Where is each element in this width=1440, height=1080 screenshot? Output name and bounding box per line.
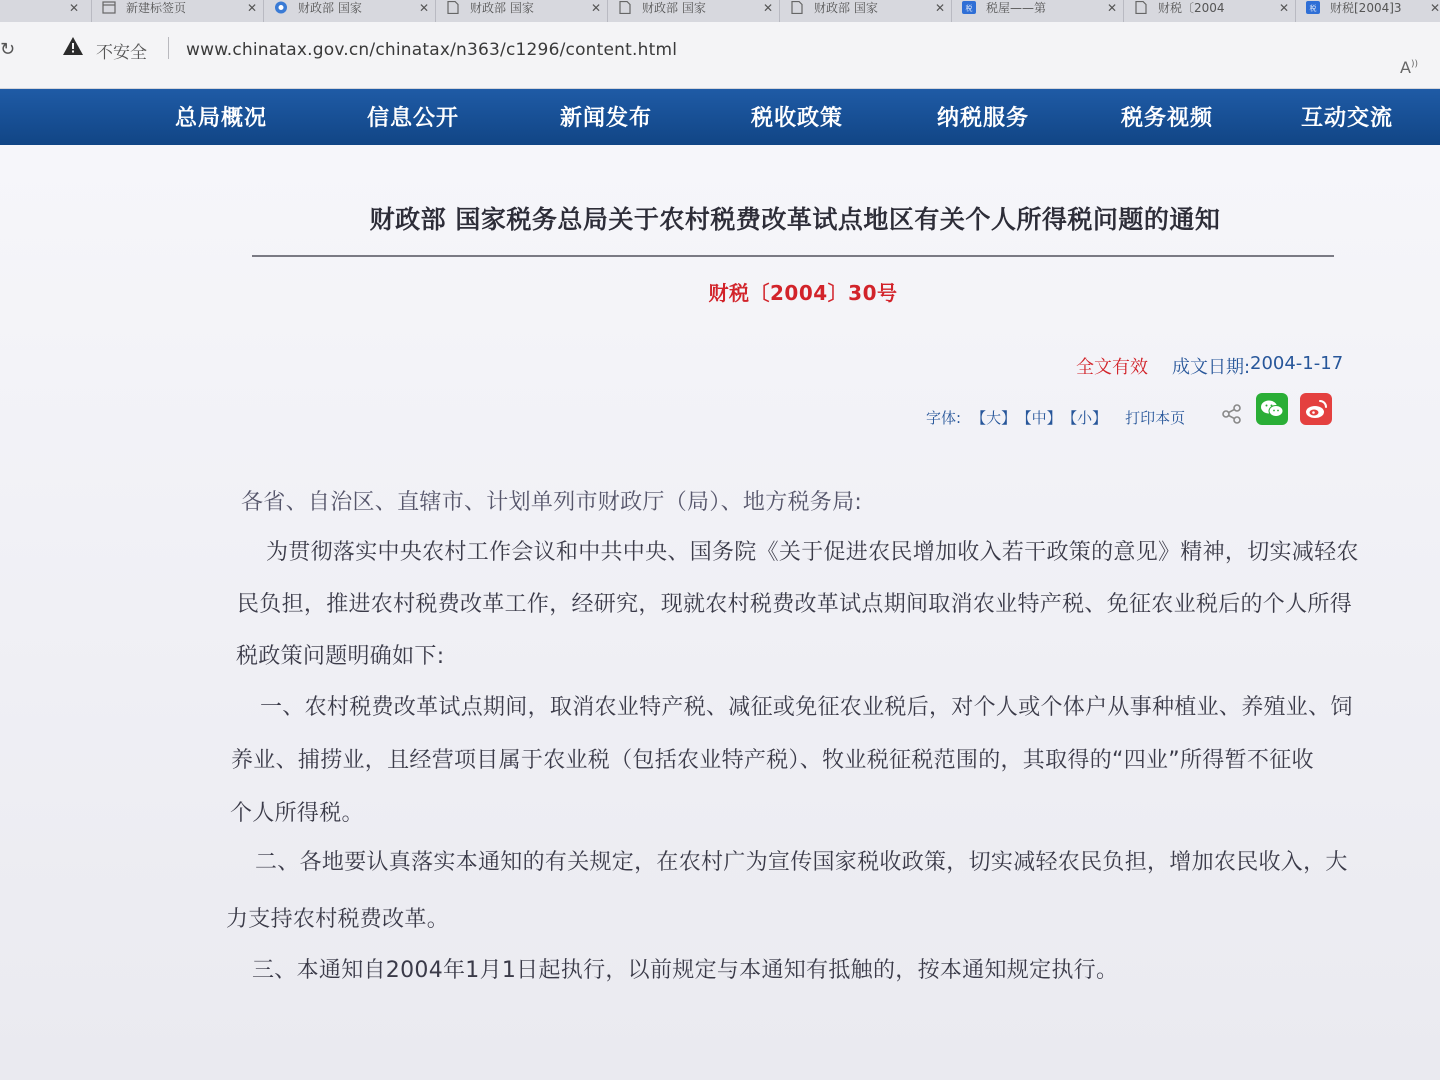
body-line: 养业、捕捞业，且经营项目属于农业税（包括农业特产税）、牧业税征税范围的，其取得的“四业”所得暂不征收 xyxy=(231,748,1314,773)
address-divider xyxy=(168,37,169,59)
shuiwu-favicon-icon xyxy=(962,1,976,14)
tab-label: 财政部 国家 xyxy=(642,1,706,15)
nav-item-service[interactable]: 纳税服务 xyxy=(937,106,1030,131)
tab-label: 财政部 国家 xyxy=(814,1,878,15)
wechat-icon xyxy=(1256,393,1288,425)
browser-tab[interactable] xyxy=(780,0,952,22)
read-aloud-icon[interactable]: A)) xyxy=(1400,58,1418,77)
article-tools xyxy=(926,407,1193,428)
print-button[interactable]: 打印本页 xyxy=(1125,409,1186,427)
page-title: 财政部 国家税务总局关于农村税费改革试点地区有关个人所得税问题的通知 xyxy=(369,205,1221,234)
site-favicon-icon xyxy=(274,1,288,14)
nav-item-overview[interactable]: 总局概况 xyxy=(175,106,268,131)
tab-label: 财政部 国家 xyxy=(470,1,534,15)
font-size-label: 字体: xyxy=(926,409,962,427)
weibo-icon xyxy=(1300,393,1332,425)
browser-tab[interactable] xyxy=(264,0,436,22)
font-small-button[interactable]: 【小】 xyxy=(1069,409,1108,427)
body-line: 税政策问题明确如下: xyxy=(236,644,445,669)
tab-label: 新建标签页 xyxy=(126,1,187,15)
title-divider xyxy=(252,255,1334,257)
browser-tab[interactable] xyxy=(436,0,608,22)
body-line: 二、各地要认真落实本通知的有关规定，在农村广为宣传国家税收政策，切实减轻农民负担，增加农民收入，大 xyxy=(255,850,1348,875)
shuiwu-favicon-icon xyxy=(1306,1,1320,14)
nav-item-news[interactable]: 新闻发布 xyxy=(560,106,653,131)
body-line: 民负担，推进农村税费改革工作，经研究，现就农村税费改革试点期间取消农业特产税、免征农业税后的个人所得 xyxy=(237,592,1353,617)
close-icon[interactable]: ✕ xyxy=(418,1,429,15)
tab-label: 财政部 国家 xyxy=(298,1,362,15)
weibo-share-button[interactable] xyxy=(1300,393,1332,425)
wechat-share-button[interactable] xyxy=(1256,393,1288,425)
svg-text:税: 税 xyxy=(965,4,973,13)
browser-tab-partial[interactable] xyxy=(0,0,92,22)
body-line: 力支持农村税费改革。 xyxy=(226,907,450,932)
close-icon[interactable]: ✕ xyxy=(1278,1,1289,15)
close-icon[interactable]: ✕ xyxy=(1429,1,1440,15)
browser-tab[interactable] xyxy=(1124,0,1296,22)
new-tab-icon xyxy=(102,1,116,14)
nav-item-policy[interactable]: 税收政策 xyxy=(751,106,844,131)
refresh-icon[interactable]: ↻ xyxy=(0,39,16,60)
tab-label: 财税[2004]3 xyxy=(1330,1,1402,15)
address-bar xyxy=(0,22,1440,89)
tab-label: 税屋——第 xyxy=(986,1,1047,15)
font-large-button[interactable]: 【大】 xyxy=(971,409,1017,427)
font-medium-button[interactable]: 【中】 xyxy=(1024,409,1062,427)
body-line: 一、农村税费改革试点期间，取消农业特产税、减征或免征农业税后，对个人或个体户从事种植业、养殖业、饲 xyxy=(260,695,1353,720)
document-number: 财税〔2004〕30号 xyxy=(708,281,898,305)
url-input[interactable]: www.chinatax.gov.cn/chinatax/n363/c1296/content.html xyxy=(186,40,678,60)
body-line: 为贯彻落实中央农村工作会议和中共中央、国务院《关于促进农民增加收入若干政策的意见》精神，切实减轻农 xyxy=(266,540,1359,565)
browser-tab[interactable] xyxy=(92,0,264,22)
close-icon[interactable]: ✕ xyxy=(1106,1,1117,15)
page-icon xyxy=(446,1,460,14)
addressee-line: 各省、自治区、直辖市、计划单列市财政厅（局）、地方税务局: xyxy=(241,490,863,515)
site-nav xyxy=(0,89,1440,145)
body-line: 个人所得税。 xyxy=(230,801,364,826)
close-icon[interactable]: ✕ xyxy=(934,1,945,15)
browser-tab-active[interactable] xyxy=(1296,0,1440,22)
close-icon[interactable]: ✕ xyxy=(246,1,257,15)
browser-tab[interactable] xyxy=(608,0,780,22)
article-page xyxy=(0,145,1440,1080)
nav-item-interaction[interactable]: 互动交流 xyxy=(1301,106,1394,131)
document-date: 2004-1-17 xyxy=(1250,353,1344,374)
page-icon xyxy=(790,1,804,14)
warning-icon[interactable] xyxy=(62,36,84,56)
close-icon[interactable]: ✕ xyxy=(762,1,773,15)
page-icon xyxy=(1134,1,1148,14)
validity-status: 全文有效 xyxy=(1076,357,1148,378)
page-icon xyxy=(618,1,632,14)
nav-item-disclosure[interactable]: 信息公开 xyxy=(367,106,460,131)
browser-tab[interactable] xyxy=(952,0,1124,22)
svg-text:税: 税 xyxy=(1309,4,1317,13)
body-line: 三、本通知自2004年1月1日起执行，以前规定与本通知有抵触的，按本通知规定执行。 xyxy=(252,958,1119,983)
date-label: 成文日期: xyxy=(1172,357,1251,378)
browser-tab-strip xyxy=(0,0,1440,22)
close-icon[interactable]: ✕ xyxy=(590,1,601,15)
security-label[interactable]: 不安全 xyxy=(96,43,147,63)
share-icon[interactable] xyxy=(1221,403,1243,425)
tab-label: 财税〔2004 xyxy=(1158,1,1225,15)
nav-item-video[interactable]: 税务视频 xyxy=(1121,106,1214,131)
close-icon[interactable]: ✕ xyxy=(68,1,79,15)
